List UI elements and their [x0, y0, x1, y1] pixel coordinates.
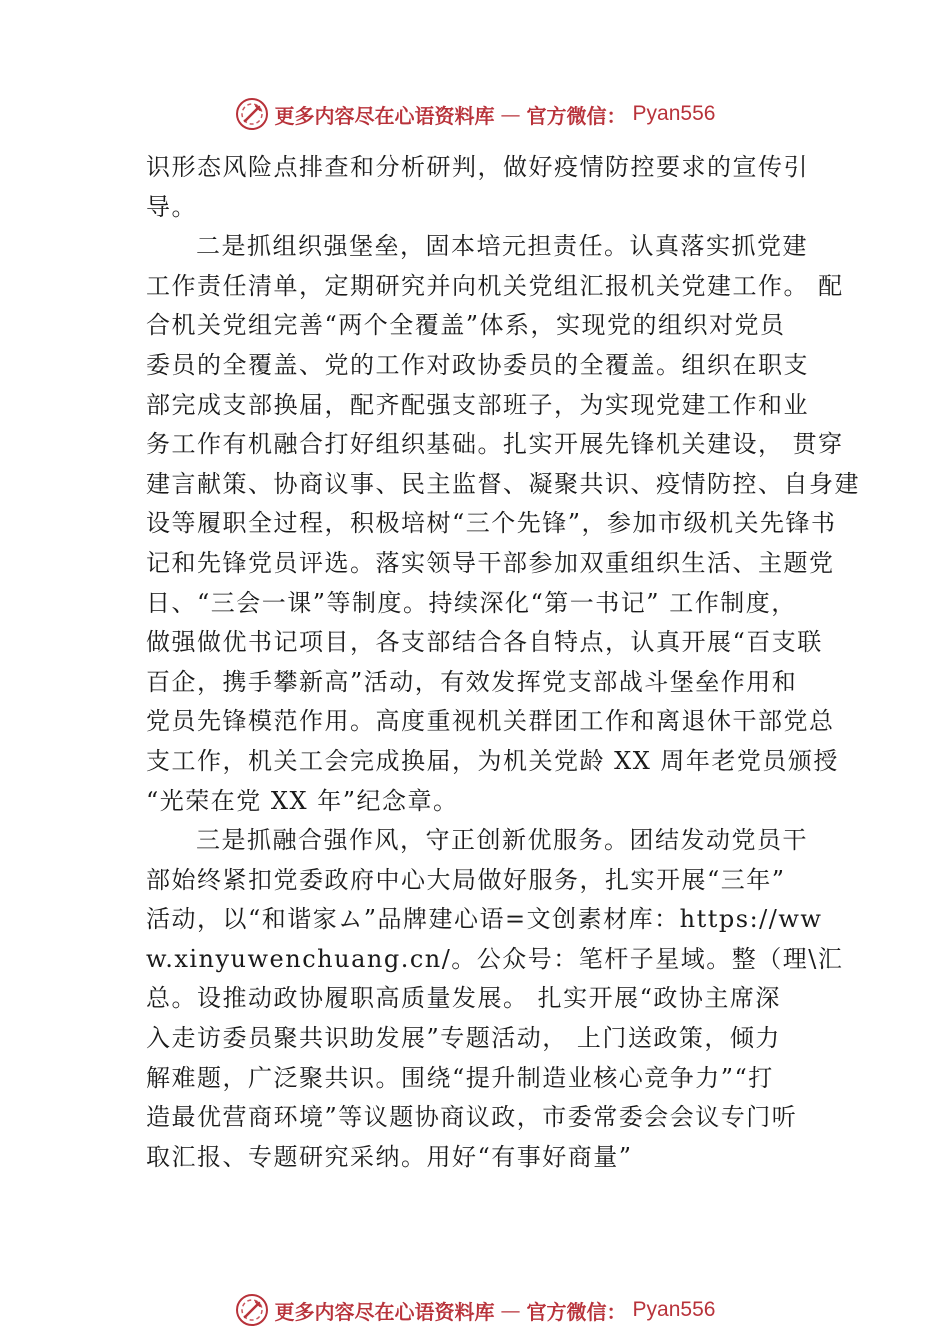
body-line: 支工作，机关工会完成换届，为机关党龄 XX 周年老党员颁授: [146, 746, 839, 775]
footer-separator: —: [500, 1298, 521, 1322]
body-line: 日、“三会一课”等制度。持续深化“第一书记” 工作制度，: [146, 588, 797, 617]
header-wechat-label: 官方微信：: [526, 103, 627, 128]
body-line: 工作责任清单，定期研究并向机关党组汇报机关党建工作。 配: [146, 271, 844, 300]
header-wechat-id: Pyan556: [632, 102, 716, 125]
body-line: 取汇报、专题研究采纳。用好“有事好商量”: [146, 1142, 633, 1171]
body-line: 部完成支部换届，配齐配强支部班子，为实现党建工作和业: [146, 390, 809, 419]
body-line: 设等履职全过程，积极培树“三个先锋”，参加市级机关先锋书: [146, 509, 837, 538]
body-line: 记和先锋党员评选。落实领导干部参加双重组织生活、主题党: [146, 548, 835, 577]
body-line: “光荣在党 XX 年”纪念章。: [146, 786, 459, 815]
footer-banner: [0, 1290, 950, 1330]
body-line: 入走访委员聚共识助发展”专题活动， 上门送政策，倾力: [146, 1024, 781, 1053]
body-line: 合机关党组完善“两个全覆盖”体系，实现党的组织对党员: [146, 311, 786, 340]
body-line: 党员先锋模范作用。高度重视机关群团工作和离退休干部党总: [146, 707, 835, 736]
body-line: 部始终紧扣党委政府中心大局做好服务，扎实开展“三年”: [146, 865, 786, 894]
body-line: 务工作有机融合打好组织基础。扎实开展先锋机关建设， 贯穿: [146, 430, 844, 459]
body-line: 导。: [146, 192, 197, 221]
footer-wechat-label: 官方微信：: [526, 1299, 627, 1324]
footer-site-text: 更多内容尽在心语资料库: [274, 1299, 495, 1324]
document-body: [146, 148, 860, 1177]
body-line: w.xinyuwenchuang.cn/。公众号：笔杆子星域。整（理\汇: [146, 944, 844, 973]
header-site-text: 更多内容尽在心语资料库: [274, 103, 495, 128]
body-line: 总。设推动政协履职高质量发展。 扎实开展“政协主席深: [146, 984, 781, 1013]
body-line: 三是抓融合强作风，守正创新优服务。团结发动党员干: [196, 826, 808, 855]
body-line: 活动，以“和谐家ム”品牌建心语=文创素材库：https://ww: [146, 905, 823, 934]
body-line: 百企，携手攀新高”活动，有效发挥党支部战斗堡垒作用和: [146, 667, 798, 696]
header-banner: [0, 94, 950, 134]
body-line: 解难题，广泛聚共识。围绕“提升制造业核心竞争力”“打: [146, 1063, 774, 1092]
body-line: 造最优营商环境”等议题协商议政，市委常委会会议专门听: [146, 1103, 798, 1132]
footer-wechat-id: Pyan556: [632, 1298, 716, 1321]
header-separator: —: [500, 102, 521, 126]
body-line: 做强做优书记项目，各支部结合各自特点，认真开展“百支联: [146, 628, 823, 657]
body-line: 二是抓组织强堡垒，固本培元担责任。认真落实抓党建: [196, 232, 808, 261]
body-line: 识形态风险点排查和分析研判，做好疫情防控要求的宣传引: [146, 153, 809, 181]
body-line: 建言献策、协商议事、民主监督、凝聚共识、疫情防控、自身建: [146, 469, 860, 498]
logo-icon: [235, 1293, 269, 1327]
logo-icon: [235, 97, 269, 131]
body-line: 委员的全覆盖、党的工作对政协委员的全覆盖。组织在职支: [146, 350, 809, 379]
